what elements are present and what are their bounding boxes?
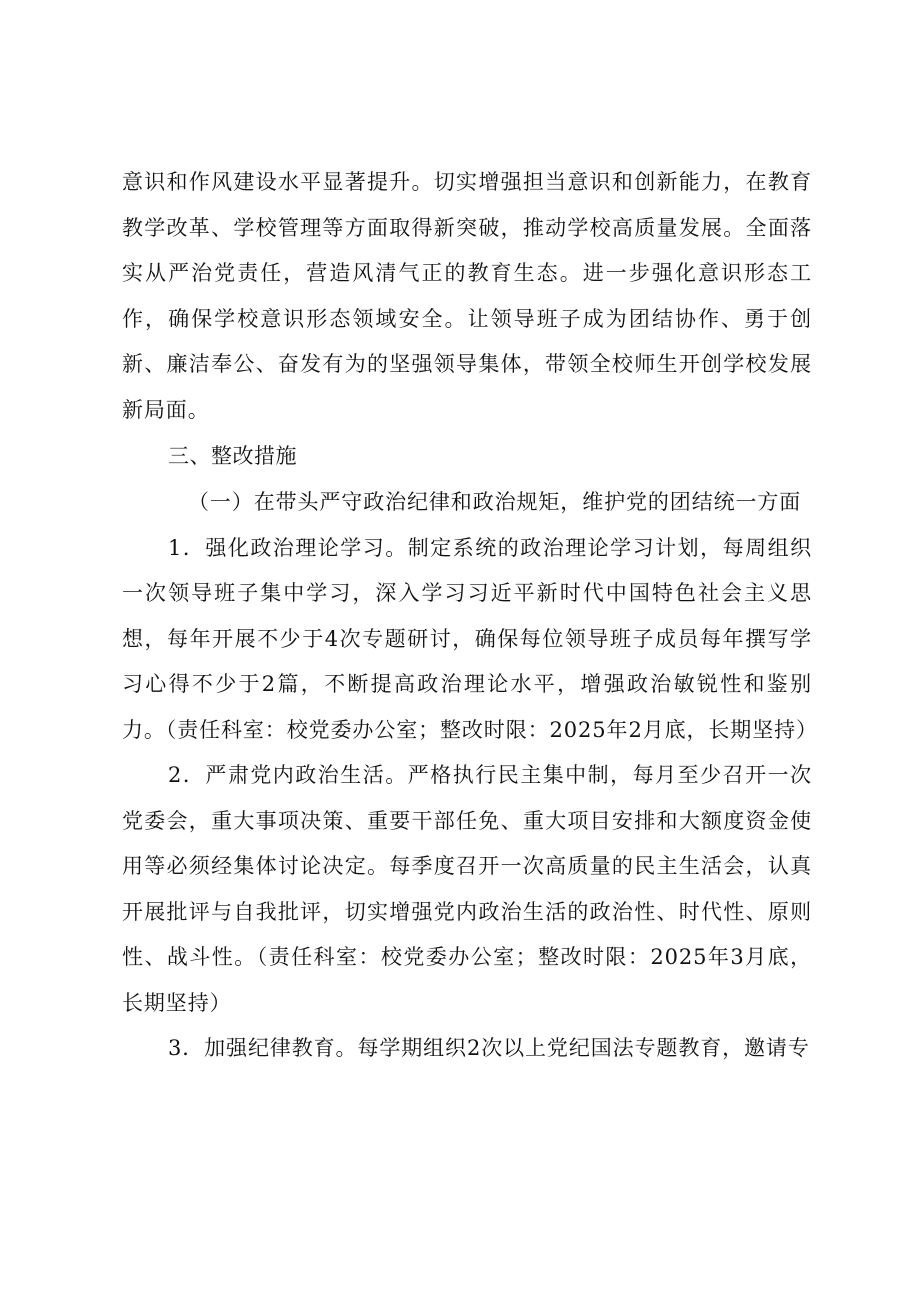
continuation-paragraph: 意识和作风建设水平显著提升。切实增强担当意识和创新能力，在教育教学改革、学校管理等方面取得新突破，推动学校高质量发展。全面落实从严治党责任，营造风清气正的教育生态。进一步强化意识形态工作，确保学校意识形态领域安全。让领导班子成为团结协作、勇于创新、廉洁奉公、奋发有为的坚强领导集体，带领全校师生开创学校发展新局面。 — [122, 170, 812, 422]
section-heading: 三、整改措施 — [168, 444, 297, 468]
list-item: 2．严肃党内政治生活。严格执行民主集中制，每月至少召开一次党委会，重大事项决策、重要干部任免、重大项目安排和大额度资金使用等必须经集体讨论决定。每季度召开一次高质量的民主生活会，认真开展批评与自我批评，切实增强党内政治生活的政治性、时代性、原则性、战斗性。（责任科室：校党委办公室；整改时限：2025年3月底，长期坚持） — [122, 763, 812, 1015]
list-item: 3．加强纪律教育。每学期组织2次以上党纪国法专题教育，邀请专 — [168, 1036, 810, 1060]
list-item: 1．强化政治理论学习。制定系统的政治理论学习计划，每周组织一次领导班子集中学习，深入学习习近平新时代中国特色社会主义思想，每年开展不少于4次专题研讨，确保每位领导班子成员每年撰写学习心得不少于2篇，不断提高政治理论水平，增强政治敏锐性和鉴别力。（责任科室：校党委办公室；整改时限：2025年2月底，长期坚持） — [122, 535, 818, 742]
document-body — [122, 160, 818, 1072]
subsection-heading: （一）在带头严守政治纪律和政治规矩，维护党的团结统一方面 — [188, 490, 802, 514]
